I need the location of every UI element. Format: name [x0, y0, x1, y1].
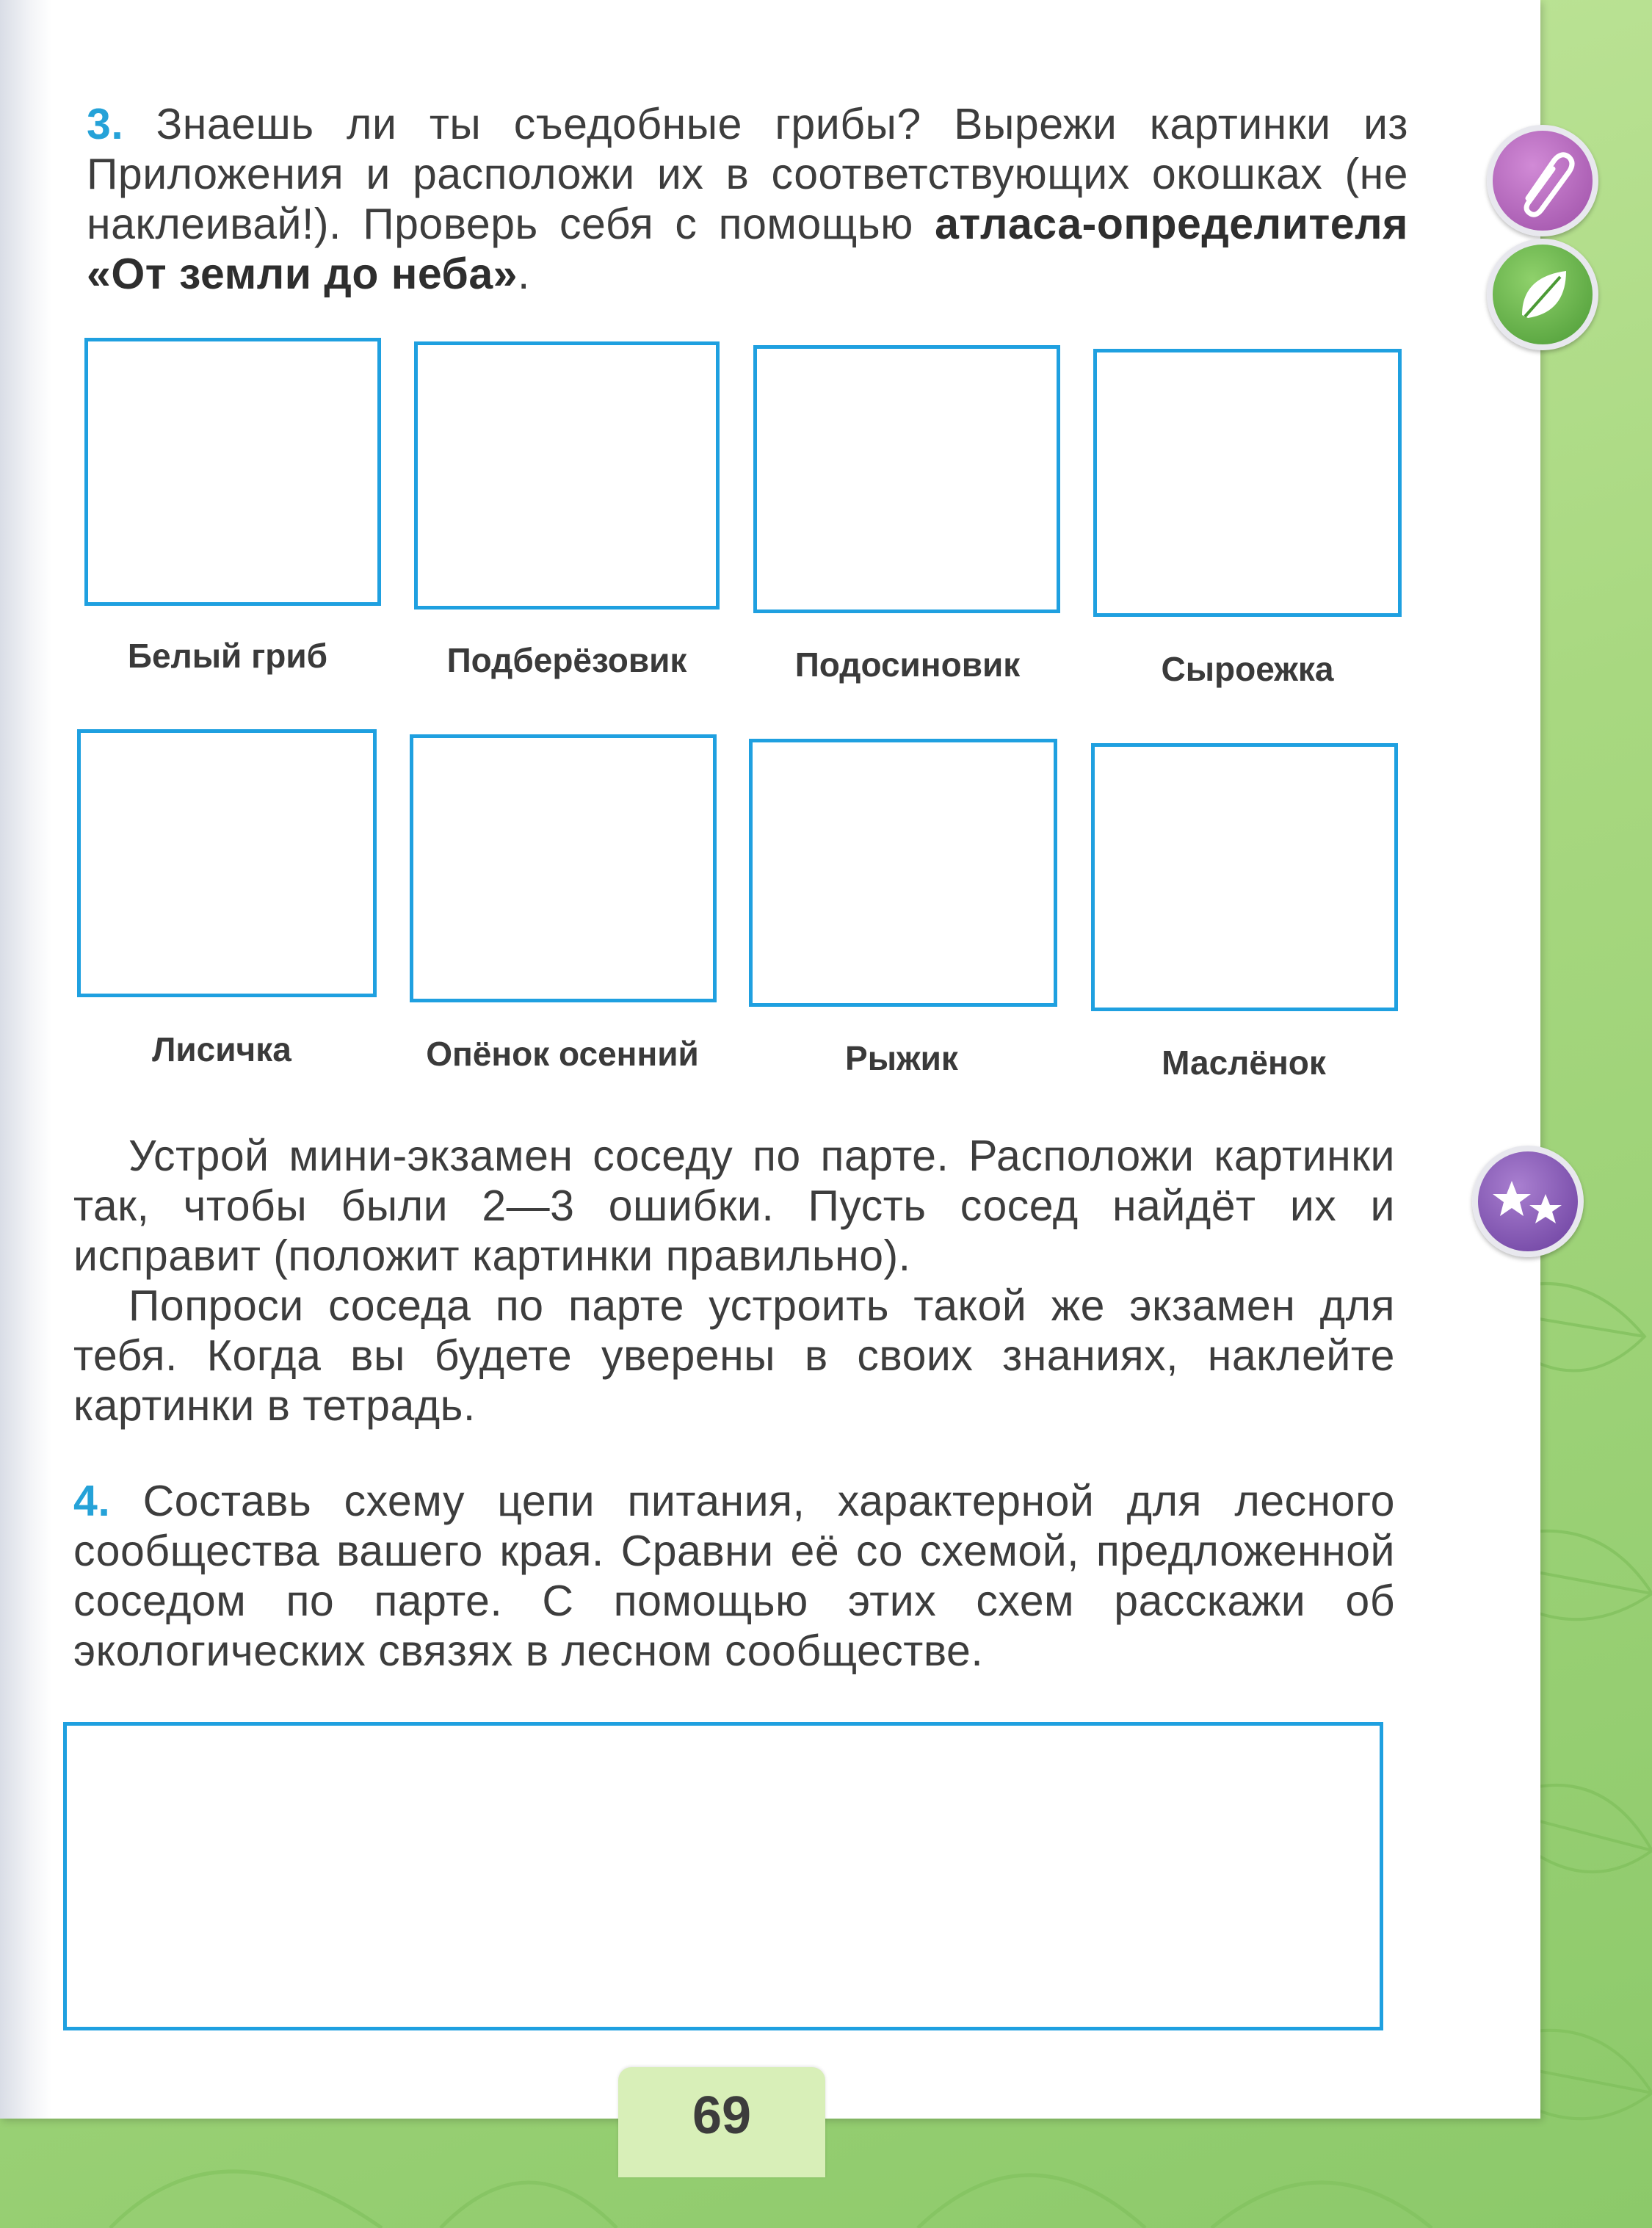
leaf-icon — [1487, 239, 1598, 350]
page-number: 69 — [692, 2086, 752, 2145]
task-3-end: . — [518, 250, 530, 298]
exam-paragraph-1: Устрой мини-экзамен соседу по парте. Расположи картинки так, чтобы были 2—3 ошибки. Пусть сосед найдёт их и исправит (положит картинки правильно). — [73, 1132, 1395, 1280]
page-binding-shadow — [0, 0, 51, 2119]
food-chain-answer-box[interactable] — [63, 1722, 1383, 2030]
mushroom-label-3: Подосиновик — [794, 645, 1021, 684]
mushroom-label-1: Белый гриб — [127, 637, 328, 675]
task-4-text — [73, 1476, 1395, 1676]
stars-icon — [1472, 1146, 1584, 1257]
mushroom-label-7: Рыжик — [845, 1039, 958, 1077]
paperclip-icon — [1487, 125, 1598, 236]
mushroom-slot-6[interactable] — [410, 734, 717, 1002]
mushroom-label-8: Маслёнок — [1162, 1044, 1326, 1082]
exam-paragraph-2: Попроси соседа по парте устроить такой же экзамен для тебя. Когда вы будете уверены в своих знаниях, наклейте картинки в тетрадь. — [73, 1281, 1395, 1430]
mushroom-label-4: Сыроежка — [1161, 650, 1334, 688]
task-4-body: Составь схему цепи питания, характерной для лесного сообщества вашего края. Сравни её со схемой, предложенной соседом по парте. С помощью этих схем расскажи об экологических связях в лесном сообществе. — [73, 1477, 1395, 1675]
mushroom-slot-1[interactable] — [84, 338, 381, 606]
task-3-number: 3. — [87, 100, 124, 148]
task-3-atlas-title: атласа-определителя «От земли до неба» — [87, 200, 1408, 298]
mushroom-slot-5[interactable] — [77, 729, 377, 997]
mushroom-slot-4[interactable] — [1093, 349, 1402, 617]
exam-text — [73, 1131, 1395, 1431]
mushroom-slot-8[interactable] — [1091, 743, 1398, 1011]
mushroom-label-2: Подберёзовик — [446, 641, 687, 679]
mushroom-slot-7[interactable] — [749, 739, 1057, 1007]
task-3-text — [87, 99, 1408, 299]
task-4-number: 4. — [73, 1477, 111, 1525]
mushroom-label-5: Лисичка — [152, 1030, 291, 1068]
task-3-intro: Знаешь ли ты съедобные грибы? Вырежи картинки из Приложения и расположи их в соответствующих окошках (не наклеивай!). Проверь себя с помощью — [87, 100, 1408, 248]
mushroom-slot-3[interactable] — [753, 345, 1060, 613]
mushroom-slot-2[interactable] — [414, 341, 720, 610]
mushroom-label-6: Опёнок осенний — [426, 1035, 699, 1073]
